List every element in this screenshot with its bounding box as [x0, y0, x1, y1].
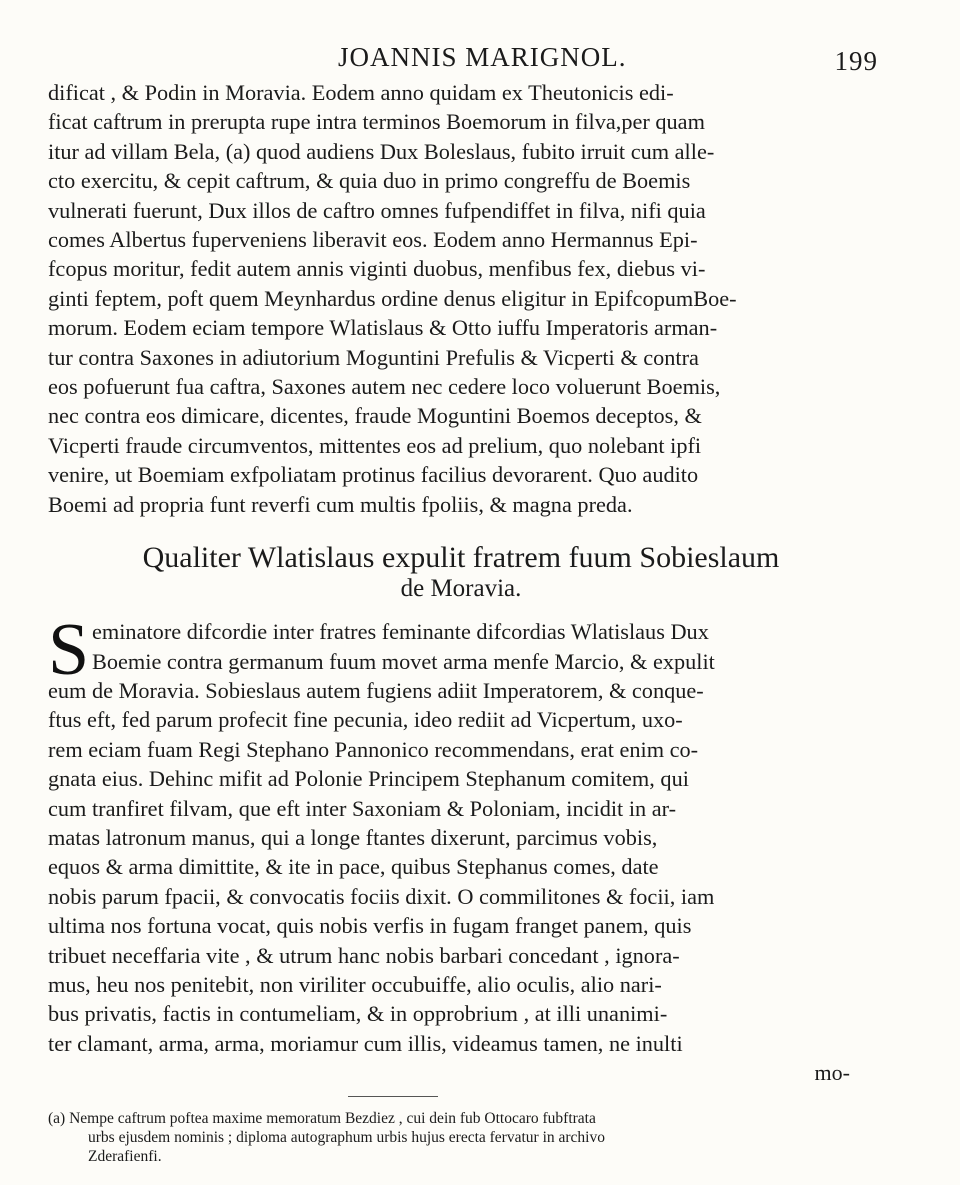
text-line: eminatore difcordie inter fratres feminante difcordias Wlatislaus Dux — [92, 619, 709, 645]
page-header — [48, 38, 878, 78]
text-line: eum de Moravia. Sobieslaus autem fugiens adiit Imperatorem, & conque- — [48, 677, 704, 703]
footnote-line: (a) Nempe caftrum poftea maxime memoratum Bezdiez , cui dein fub Ottocaro fubftrata — [48, 1110, 596, 1128]
text-line: ter clamant, arma, arma, moriamur cum illis, videamus tamen, ne inulti — [48, 1030, 683, 1056]
book-page — [48, 38, 878, 1166]
text-line: ginti feptem, poft quem Meynhardus ordine denus eligitur in EpifcopumBoe- — [48, 285, 737, 311]
text-line: gnata eius. Dehinc mifit ad Polonie Principem Stephanum comitem, qui — [48, 766, 689, 792]
footnote — [48, 1109, 874, 1166]
text-line: Vicperti fraude circumventos, mittentes eos ad prelium, quo nolebant ipfi — [48, 432, 702, 458]
text-line: venire, ut Boemiam exfpoliatam protinus facilius devorarent. Quo audito — [48, 462, 699, 488]
text-line: cum tranfiret filvam, que eft inter Saxoniam & Poloniam, incidit in ar- — [48, 795, 677, 821]
footnote-rule — [348, 1096, 438, 1097]
text-line: dificat , & Podin in Moravia. Eodem anno quidam ex Theutonicis edi- — [48, 80, 674, 105]
text-line: fcopus moritur, fedit autem annis viginti duobus, menfibus fex, diebus vi- — [48, 256, 706, 282]
paragraph-1 — [48, 78, 874, 519]
text-line: ficat caftrum in prerupta rupe intra terminos Boemorum in filva,per quam — [48, 109, 705, 135]
text-line: morum. Eodem eciam tempore Wlatislaus & Otto iuffu Imperatoris arman- — [48, 315, 718, 341]
heading-line-1: Qualiter Wlatislaus expulit fratrem fuum Sobieslaum — [142, 541, 780, 575]
drop-capital: S — [48, 609, 90, 692]
text-line: cto exercitu, & cepit caftrum, & quia duo in primo congreffu de Boemis — [48, 168, 691, 194]
text-line: tur contra Saxones in adiutorium Moguntini Prefulis & Vicperti & contra — [48, 344, 699, 370]
text-line: itur ad villam Bela, (a) quod audiens Dux Boleslaus, fubito irruit cum alle- — [48, 138, 715, 164]
text-line: Boemie contra germanum fuum movet arma menfe Marcio, & expulit — [92, 648, 715, 674]
text-line: mus, heu nos penitebit, non viriliter occubuiffe, alio oculis, alio nari- — [48, 971, 662, 997]
footnote-line: urbs ejusdem nominis ; diploma autographum urbis hujus erecta fervatur in archivo — [88, 1129, 605, 1147]
section-heading — [48, 541, 874, 603]
text-line: ultima nos fortuna vocat, quis nobis verfis in fugam franget panem, quis — [48, 913, 692, 939]
text-line: Boemi ad propria funt reverfi cum multis fpoliis, & magna preda. — [48, 491, 633, 517]
running-title: JOANNIS MARIGNOL. — [338, 42, 627, 72]
text-line: eos pofuerunt fua caftra, Saxones autem nec cedere loco voluerunt Boemis, — [48, 374, 721, 400]
text-line: rem eciam fuam Regi Stephano Pannonico recommendans, erat enim co- — [48, 736, 699, 762]
text-line: matas latronum manus, qui a longe ftantes dixerunt, parcimus vobis, — [48, 824, 658, 850]
text-line: equos & arma dimittite, & ite in pace, quibus Stephanus comes, date — [48, 854, 659, 880]
heading-line-2: de Moravia. — [400, 575, 522, 603]
catchword: mo- — [814, 1060, 850, 1086]
page-number: 199 — [834, 46, 878, 76]
footnote-line: Zderafienfi. — [88, 1148, 162, 1166]
text-line: nec contra eos dimicare, dicentes, fraude Moguntini Boemos deceptos, & — [48, 403, 702, 429]
text-line: ftus eft, fed parum profecit fine pecunia, ideo rediit ad Vicpertum, uxo- — [48, 707, 683, 733]
text-line: tribuet neceffaria vite , & utrum hanc nobis barbari concedant , ignora- — [48, 942, 680, 968]
text-line: bus privatis, factis in contumeliam, & in opprobrium , at illi unanimi- — [48, 1001, 668, 1027]
paragraph-2 — [48, 609, 874, 1058]
text-line: comes Albertus fuperveniens liberavit eos. Eodem anno Hermannus Epi- — [48, 227, 698, 253]
text-line: vulnerati fuerunt, Dux illos de caftro omnes fufpendiffet in filva, nifi quia — [48, 197, 706, 223]
text-line: nobis parum fpacii, & convocatis fociis dixit. O commilitones & focii, iam — [48, 883, 715, 909]
